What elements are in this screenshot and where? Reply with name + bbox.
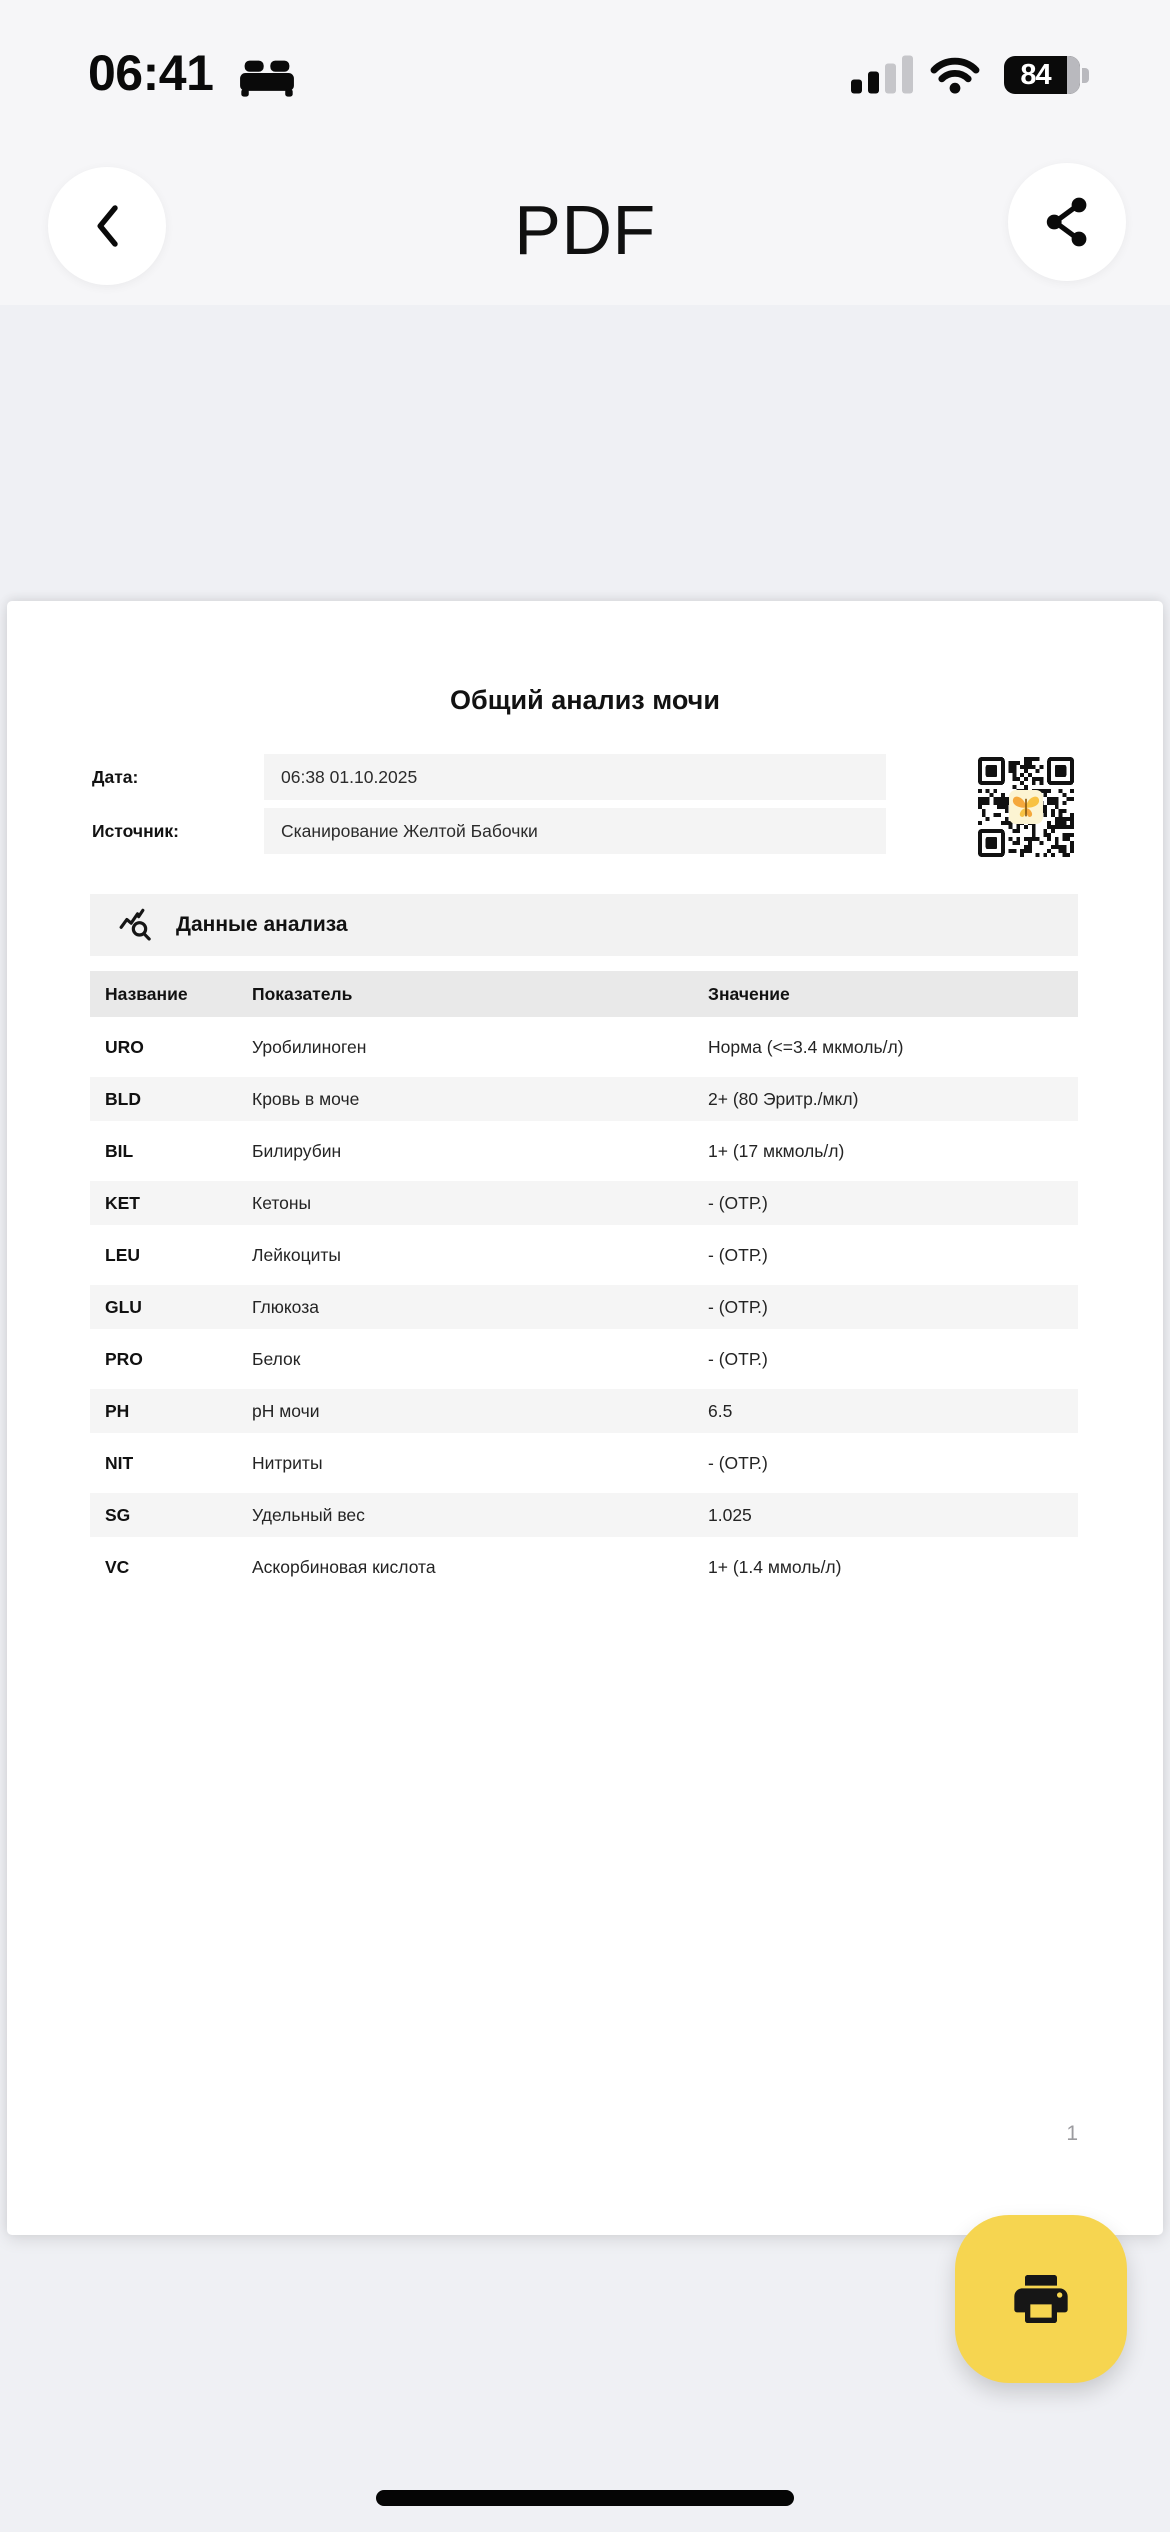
butterfly-icon — [1009, 790, 1043, 824]
table-row: SG Удельный вес 1.025 — [90, 1493, 1078, 1537]
battery-cap — [1082, 68, 1089, 83]
qr-code — [978, 757, 1074, 857]
table-row: GLU Глюкоза - (ОТР.) — [90, 1285, 1078, 1329]
chevron-left-icon — [91, 201, 123, 251]
column-header: Показатель — [252, 983, 353, 1004]
cellular-signal-icon — [851, 53, 913, 94]
table-row: BIL Билирубин 1+ (17 мкмоль/л) — [105, 1140, 845, 1161]
field-value-source: Сканирование Желтой Бабочки — [264, 808, 886, 854]
share-button[interactable] — [1008, 163, 1126, 281]
status-time: 06:41 — [88, 45, 214, 101]
analysis-section-title: Данные анализа — [176, 913, 348, 936]
print-icon — [1009, 2267, 1073, 2331]
table-row: BLD Кровь в моче 2+ (80 Эритр./мкл) — [90, 1077, 1078, 1121]
column-header: Значение — [708, 983, 790, 1004]
page-title: PDF — [514, 191, 656, 269]
table-header-row — [90, 971, 1078, 1017]
table-row: LEU Лейкоциты - (ОТР.) — [105, 1244, 768, 1265]
battery-icon — [1004, 56, 1080, 94]
battery-empty-segment — [1067, 56, 1080, 94]
field-value-date: 06:38 01.10.2025 — [264, 754, 886, 800]
share-icon — [1043, 194, 1091, 250]
page-number: 1 — [1066, 2122, 1078, 2145]
pdf-page[interactable] — [7, 601, 1163, 2235]
battery-percent: 84 — [1020, 58, 1051, 91]
print-button[interactable] — [955, 2215, 1127, 2383]
back-button[interactable] — [48, 167, 166, 285]
analysis-table — [90, 1025, 1078, 1589]
document-title: Общий анализ мочи — [450, 685, 720, 715]
query-stats-icon — [116, 905, 160, 945]
analysis-section-header — [90, 894, 1078, 956]
table-row: PH pH мочи 6.5 — [90, 1389, 1078, 1433]
table-row: URO Уробилиноген Норма (<=3.4 мкмоль/л) — [105, 1036, 904, 1057]
field-label-source: Источник: — [92, 820, 179, 841]
bed-icon — [238, 56, 296, 100]
wifi-icon — [926, 52, 984, 95]
column-header: Название — [105, 983, 188, 1004]
field-label-date: Дата: — [92, 766, 139, 787]
table-row: NIT Нитриты - (ОТР.) — [105, 1452, 768, 1473]
table-row: PRO Белок - (ОТР.) — [105, 1348, 768, 1369]
home-indicator[interactable] — [376, 2490, 794, 2506]
table-row: VC Аскорбиновая кислота 1+ (1.4 ммоль/л) — [105, 1556, 842, 1577]
table-row: KET Кетоны - (ОТР.) — [90, 1181, 1078, 1225]
